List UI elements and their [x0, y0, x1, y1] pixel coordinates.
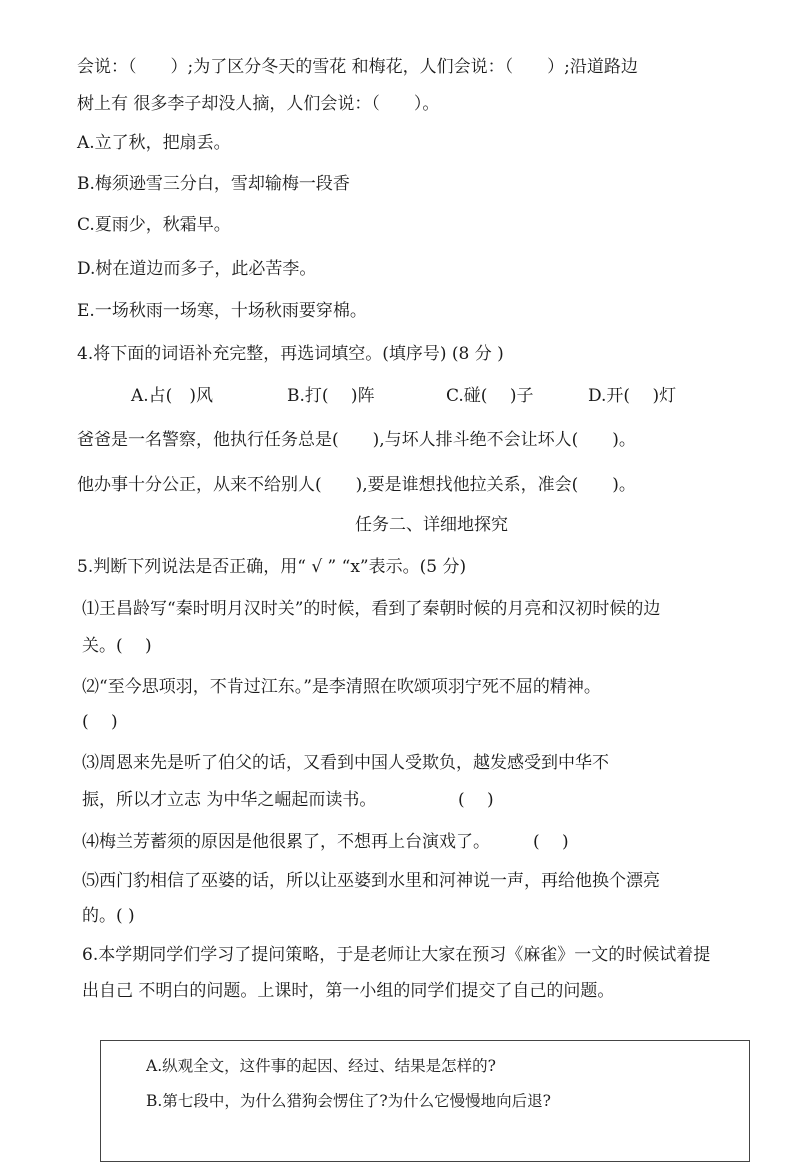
q4-word-b: B.打( )阵 — [287, 386, 375, 406]
q5-item1-line2: 关。( ) — [82, 636, 152, 656]
task2-title: 任务二、详细地探究 — [355, 515, 508, 535]
q5-item1-line1: ⑴王昌龄写“秦时明月汉时关”的时候，看到了秦朝时候的月亮和汉初时候的边 — [82, 599, 661, 619]
q3-option-b: B.梅须逊雪三分白，雪却输梅一段香 — [77, 174, 350, 194]
q4-word-c: C.碰( )子 — [446, 386, 534, 406]
q6-box-item-a: A.纵观全文，这件事的起因、经过、结果是怎样的? — [146, 1057, 496, 1075]
q4-sentence-2: 他办事十分公正，从来不给别人( ),要是谁想找他拉关系，准会( )。 — [77, 475, 636, 495]
q3-continuation-line-1: 会说：（ ）;为了区分冬天的雪花 和梅花，人们会说：（ ）;沿道路边 — [77, 57, 638, 77]
q4-word-d: D.开( )灯 — [588, 386, 677, 406]
q5-item3-bracket: ( ) — [458, 790, 494, 810]
q5-item2-line2: ( ) — [82, 712, 118, 732]
q4-heading: 4.将下面的词语补充完整，再选词填空。(填序号) (8 分 ) — [77, 344, 504, 364]
q3-option-e: E.一场秋雨一场寒，十场秋雨要穿棉。 — [77, 301, 367, 321]
q6-line-1: 6.本学期同学们学习了提问策略，于是老师让大家在预习《麻雀》一文的时候试着提 — [82, 945, 711, 965]
q3-option-c: C.夏雨少，秋霜早。 — [77, 215, 231, 235]
q5-item5-line1: ⑸西门豹相信了巫婆的话，所以让巫婆到水里和河神说一声，再给他换个漂亮 — [82, 871, 660, 891]
q5-item2-line1: ⑵“至今思项羽，不肯过江东。”是李清照在吹颂项羽宁死不屈的精神。 — [82, 677, 601, 697]
q6-box-item-b: B.第七段中，为什么猎狗会愣住了?为什么它慢慢地向后退? — [146, 1092, 551, 1110]
q5-item5-line2: 的。( ) — [82, 906, 135, 926]
q3-continuation-line-2: 树上有 很多李子却没人摘，人们会说：（ ）。 — [77, 94, 440, 114]
q3-option-d: D.树在道边而多子，此必苦李。 — [77, 259, 317, 279]
q6-questions-box — [100, 1040, 750, 1162]
q5-item4-text: ⑷梅兰芳蓄须的原因是他很累了，不想再上台演戏了。 — [82, 832, 490, 852]
q4-word-a: A.占( )风 — [131, 386, 213, 406]
q5-item4-bracket: ( ) — [533, 832, 569, 852]
q5-item3-line2: 振，所以才立志 为中华之崛起而读书。 — [82, 790, 377, 810]
q3-option-a: A.立了秋，把扇丢。 — [77, 133, 231, 153]
q5-heading: 5.判断下列说法是否正确，用“ √ ” “x”表示。(5 分) — [77, 557, 467, 577]
q5-item3-line1: ⑶周恩来先是听了伯父的话，又看到中国人受欺负，越发感受到中华不 — [82, 753, 609, 773]
q4-sentence-1: 爸爸是一名警察，他执行任务总是( ),与坏人排斗绝不会让坏人( )。 — [77, 430, 636, 450]
q6-line-2: 出自己 不明白的问题。上课时，第一小组的同学们提交了自己的问题。 — [82, 981, 615, 1001]
